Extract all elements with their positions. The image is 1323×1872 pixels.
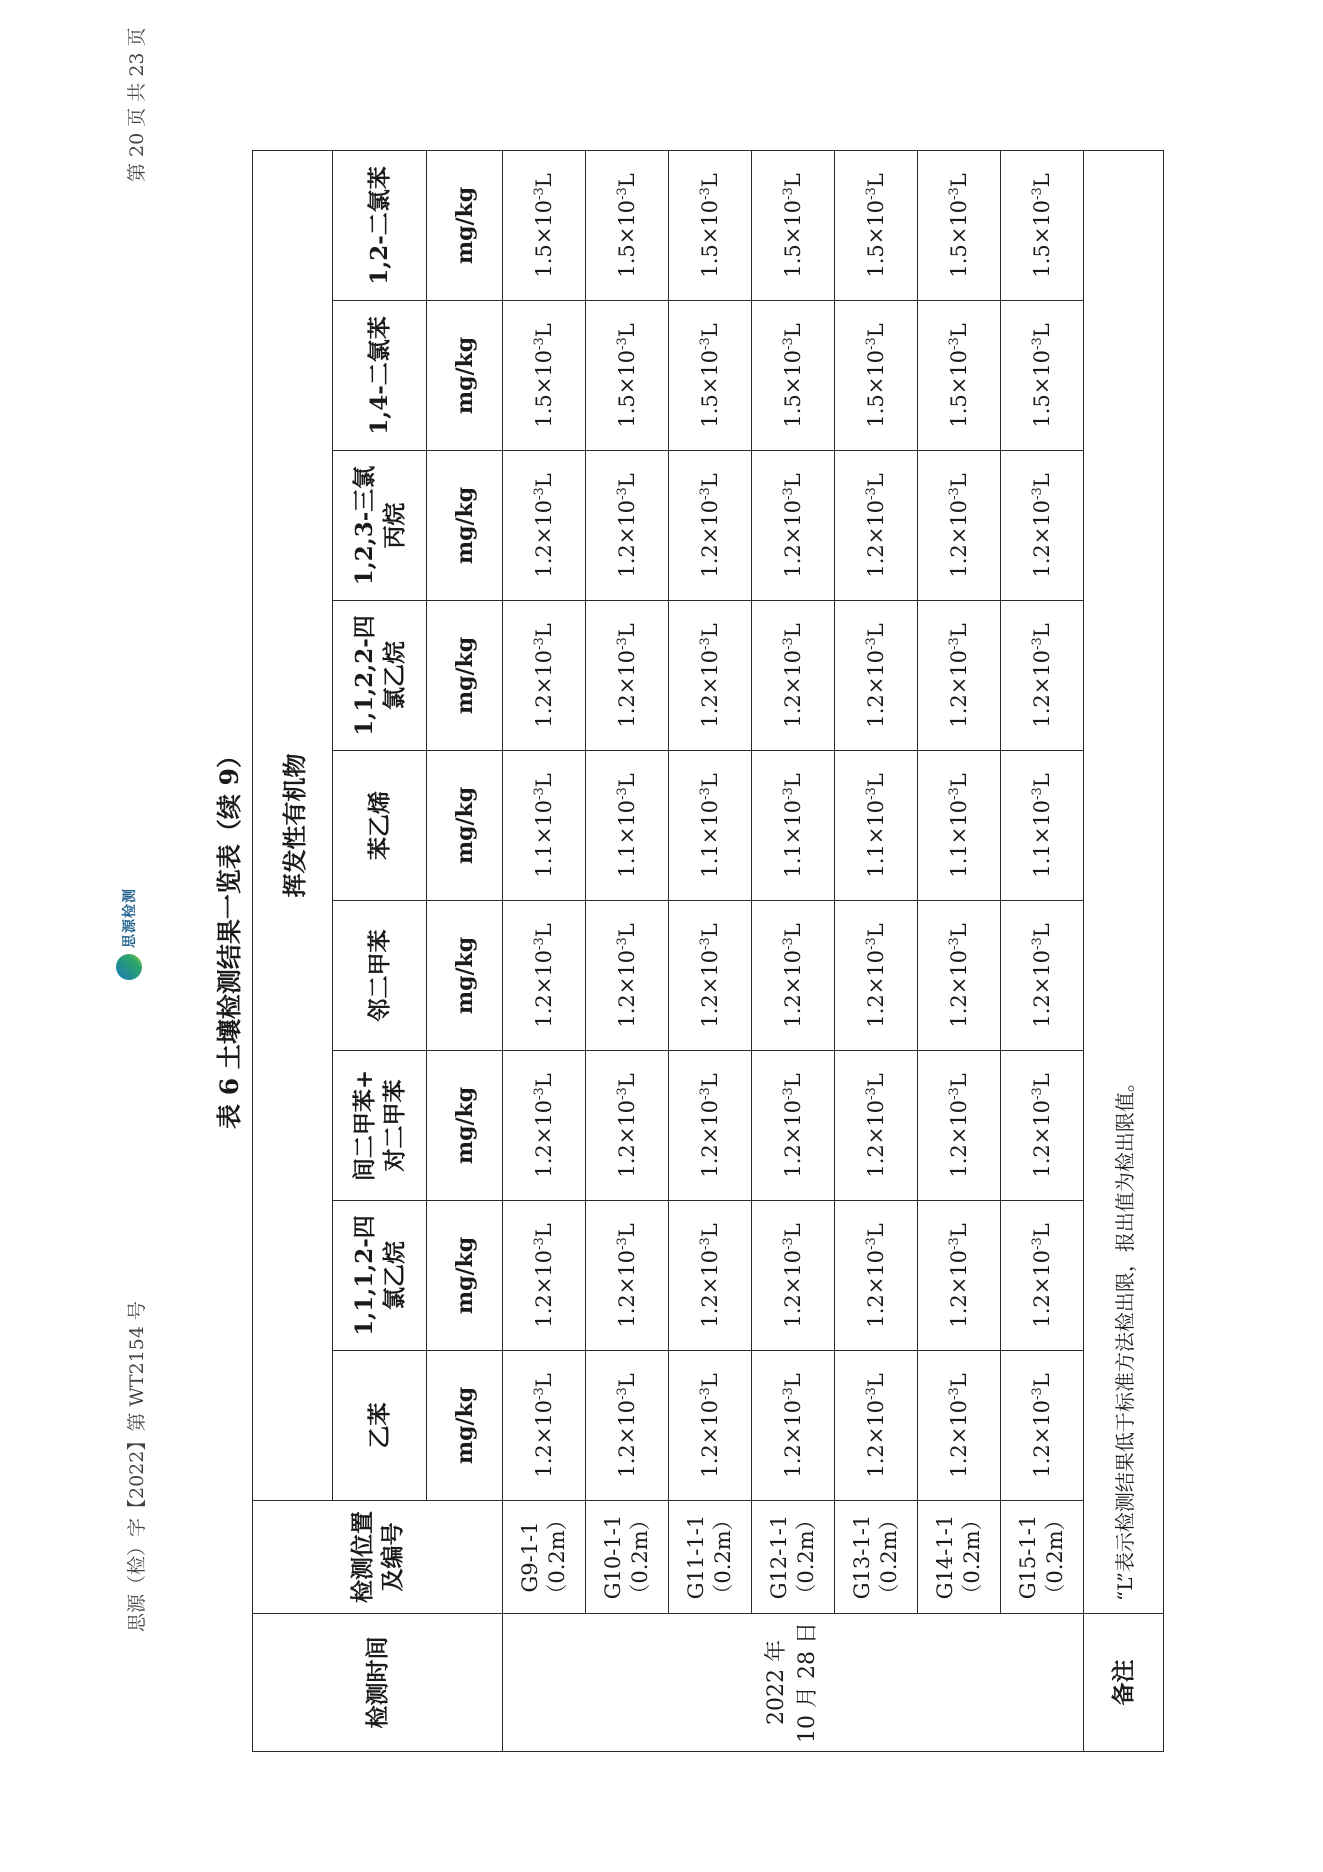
value-cell: $1.2\times 10^{-3}L$ (1001, 901, 1084, 1051)
value-cell: $1.1\times 10^{-3}L$ (586, 751, 669, 901)
analyte-header: 邻二甲苯 (333, 901, 427, 1051)
note-label: 备注 (1084, 1614, 1164, 1752)
group-header: 挥发性有机物 (253, 150, 333, 1500)
location-cell: G15-1-1 （0.2m） (1001, 1501, 1084, 1614)
header-row-group (253, 150, 333, 1751)
value-cell: $1.2\times 10^{-3}L$ (586, 1201, 669, 1351)
analyte-header: 1,4-二氯苯 (333, 301, 427, 451)
value-cell: $1.1\times 10^{-3}L$ (669, 751, 752, 901)
value-cell: $1.2\times 10^{-3}L$ (503, 451, 586, 601)
value-cell: $1.2\times 10^{-3}L$ (835, 451, 918, 601)
value-cell: $1.2\times 10^{-3}L$ (503, 1201, 586, 1351)
value-cell: $1.2\times 10^{-3}L$ (669, 1051, 752, 1201)
value-cell: $1.2\times 10^{-3}L$ (752, 901, 835, 1051)
value-cell: $1.2\times 10^{-3}L$ (1001, 601, 1084, 751)
value-cell: $1.2\times 10^{-3}L$ (503, 601, 586, 751)
value-cell: $1.2\times 10^{-3}L$ (586, 1051, 669, 1201)
col-location-header: 检测位置及编号 (253, 1501, 503, 1614)
value-cell: $1.2\times 10^{-3}L$ (835, 901, 918, 1051)
location-cell: G10-1-1 （0.2m） (586, 1501, 669, 1614)
unit-header: mg/kg (427, 1201, 503, 1351)
value-cell: $1.2\times 10^{-3}L$ (669, 451, 752, 601)
value-cell: $1.2\times 10^{-3}L$ (586, 901, 669, 1051)
value-cell: $1.5\times 10^{-3}L$ (503, 301, 586, 451)
value-cell: $1.2\times 10^{-3}L$ (1001, 451, 1084, 601)
value-cell: $1.2\times 10^{-3}L$ (835, 601, 918, 751)
unit-header: mg/kg (427, 601, 503, 751)
value-cell: $1.5\times 10^{-3}L$ (752, 301, 835, 451)
value-cell: $1.2\times 10^{-3}L$ (1001, 1201, 1084, 1351)
value-cell: $1.5\times 10^{-3}L$ (835, 150, 918, 300)
value-cell: $1.2\times 10^{-3}L$ (503, 901, 586, 1051)
analyte-header: 苯乙烯 (333, 751, 427, 901)
location-cell: G14-1-1 （0.2m） (918, 1501, 1001, 1614)
value-cell: $1.2\times 10^{-3}L$ (669, 1201, 752, 1351)
value-cell: $1.2\times 10^{-3}L$ (503, 1051, 586, 1201)
value-cell: $1.5\times 10^{-3}L$ (586, 301, 669, 451)
analyte-header: 1,1,2,2-四 氯乙烷 (333, 601, 427, 751)
value-cell: $1.5\times 10^{-3}L$ (1001, 150, 1084, 300)
table-row (752, 150, 835, 1751)
value-cell: $1.2\times 10^{-3}L$ (918, 1351, 1001, 1501)
value-cell: $1.2\times 10^{-3}L$ (835, 1051, 918, 1201)
table-row (918, 150, 1001, 1751)
location-cell: G11-1-1 （0.2m） (669, 1501, 752, 1614)
value-cell: $1.2\times 10^{-3}L$ (586, 1351, 669, 1501)
value-cell: $1.2\times 10^{-3}L$ (669, 601, 752, 751)
unit-header: mg/kg (427, 451, 503, 601)
value-cell: $1.2\times 10^{-3}L$ (752, 1201, 835, 1351)
location-cell: G13-1-1 （0.2m） (835, 1501, 918, 1614)
unit-header: mg/kg (427, 901, 503, 1051)
value-cell: $1.5\times 10^{-3}L$ (669, 301, 752, 451)
table-row (835, 150, 918, 1751)
value-cell: $1.5\times 10^{-3}L$ (918, 301, 1001, 451)
unit-header: mg/kg (427, 1351, 503, 1501)
analyte-header: 间二甲苯+ 对二甲苯 (333, 1051, 427, 1201)
value-cell: $1.2\times 10^{-3}L$ (752, 451, 835, 601)
note-text: “L”表示检测结果低于标准方法检出限，报出值为检出限值。 (1084, 150, 1164, 1613)
value-cell: $1.2\times 10^{-3}L$ (752, 1351, 835, 1501)
results-table (252, 150, 1164, 1752)
value-cell: $1.5\times 10^{-3}L$ (669, 150, 752, 300)
value-cell: $1.5\times 10^{-3}L$ (752, 150, 835, 300)
table-row (503, 150, 586, 1751)
table-row (669, 150, 752, 1751)
location-cell: G9-1-1 （0.2m） (503, 1501, 586, 1614)
col-time-header: 检测时间 (253, 1614, 503, 1752)
page-info: 第 20 页 共 23 页 (126, 27, 148, 182)
note-row (1084, 150, 1164, 1751)
value-cell: $1.2\times 10^{-3}L$ (918, 451, 1001, 601)
logo-text: 思源检测 (122, 888, 138, 948)
value-cell: $1.2\times 10^{-3}L$ (835, 1351, 918, 1501)
value-cell: $1.2\times 10^{-3}L$ (918, 1201, 1001, 1351)
value-cell: $1.1\times 10^{-3}L$ (1001, 751, 1084, 901)
value-cell: $1.5\times 10^{-3}L$ (586, 150, 669, 300)
value-cell: $1.1\times 10^{-3}L$ (835, 751, 918, 901)
unit-header: mg/kg (427, 150, 503, 300)
analyte-header: 1,2,3-三氯 丙烷 (333, 451, 427, 601)
value-cell: $1.1\times 10^{-3}L$ (752, 751, 835, 901)
analyte-header: 乙苯 (333, 1351, 427, 1501)
analyte-header: 1,2-二氯苯 (333, 150, 427, 300)
value-cell: $1.2\times 10^{-3}L$ (835, 1201, 918, 1351)
table-row (586, 150, 669, 1751)
value-cell: $1.2\times 10^{-3}L$ (752, 601, 835, 751)
value-cell: $1.2\times 10^{-3}L$ (918, 601, 1001, 751)
location-cell: G12-1-1 （0.2m） (752, 1501, 835, 1614)
value-cell: $1.5\times 10^{-3}L$ (918, 150, 1001, 300)
unit-header: mg/kg (427, 751, 503, 901)
value-cell: $1.2\times 10^{-3}L$ (586, 451, 669, 601)
value-cell: $1.1\times 10^{-3}L$ (918, 751, 1001, 901)
value-cell: $1.2\times 10^{-3}L$ (752, 1051, 835, 1201)
value-cell: $1.2\times 10^{-3}L$ (1001, 1351, 1084, 1501)
value-cell: $1.5\times 10^{-3}L$ (503, 150, 586, 300)
value-cell: $1.1\times 10^{-3}L$ (503, 751, 586, 901)
table-title: 表 6 土壤检测结果一览表（续 9） (215, 743, 244, 1129)
logo-icon (116, 954, 142, 980)
unit-header: mg/kg (427, 301, 503, 451)
value-cell: $1.2\times 10^{-3}L$ (503, 1351, 586, 1501)
value-cell: $1.5\times 10^{-3}L$ (1001, 301, 1084, 451)
value-cell: $1.2\times 10^{-3}L$ (669, 901, 752, 1051)
value-cell: $1.2\times 10^{-3}L$ (1001, 1051, 1084, 1201)
value-cell: $1.2\times 10^{-3}L$ (918, 1051, 1001, 1201)
analyte-header: 1,1,1,2-四 氯乙烷 (333, 1201, 427, 1351)
value-cell: $1.2\times 10^{-3}L$ (669, 1351, 752, 1501)
value-cell: $1.2\times 10^{-3}L$ (586, 601, 669, 751)
report-number: 思源（检）字【2022】第 WT2154 号 (126, 1301, 148, 1632)
company-logo (116, 888, 142, 980)
table-row (1001, 150, 1084, 1751)
unit-header: mg/kg (427, 1051, 503, 1201)
date-cell: 2022 年 10 月 28 日 (503, 1614, 1084, 1752)
value-cell: $1.2\times 10^{-3}L$ (918, 901, 1001, 1051)
value-cell: $1.5\times 10^{-3}L$ (835, 301, 918, 451)
